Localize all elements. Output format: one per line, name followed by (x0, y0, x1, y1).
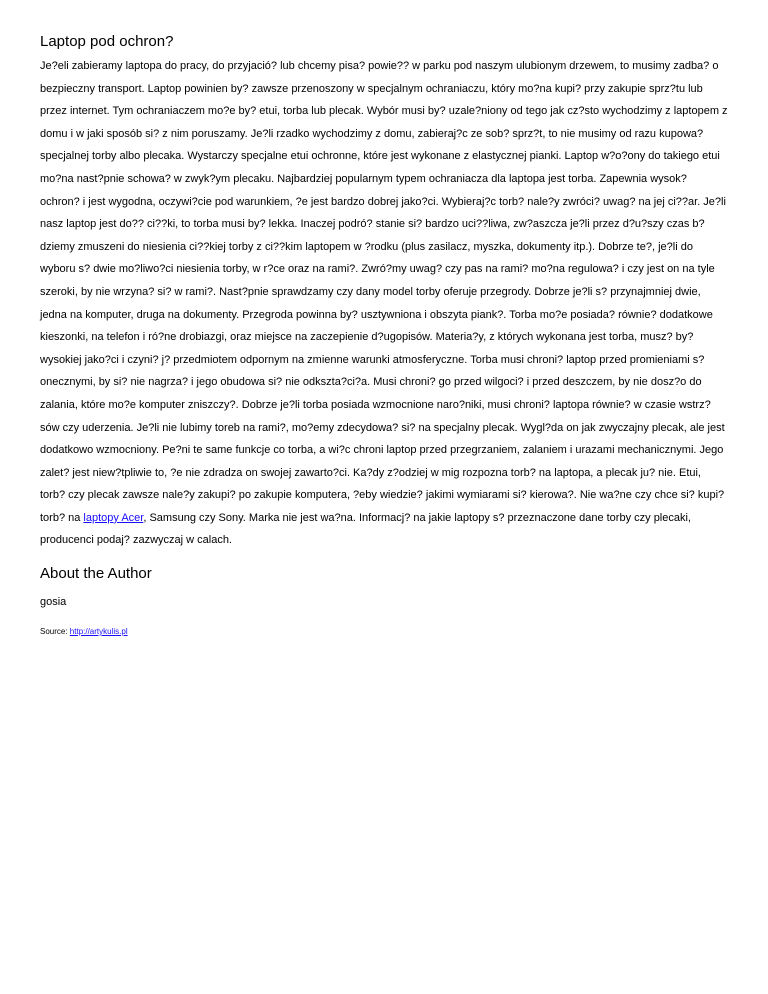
about-author-heading: About the Author (40, 565, 152, 583)
source-line (40, 626, 728, 638)
article-text-before-link: Je?eli zabieramy laptopa do pracy, do przyjació? lub chcemy pisa? powie?? w parku pod naszym ulubionym drzewem, to musimy zadba? o bezpieczny transport. Laptop powinien by? zawsze przenoszony w specjalnym ochraniaczu, który mo?na kupi? przy zakupie sprz?tu lub przez internet. Tym ochraniaczem mo?e by? etui, torba lub plecak. Wybór musi by? uzale?niony od tego jak cz?sto wychodzimy z laptopem z domu i w jaki sposób si? z nim poruszamy. Je?li rzadko wychodzimy z domu, zabieraj?c ze sob? sprz?t, to nie musimy od razu kupowa? specjalnej torby albo plecaka. Wystarczy specjalne etui ochronne, które jest wykonane z elastycznej pianki. Laptop w?o?ony do takiego etui mo?na nast?pnie schowa? w zwyk?ym plecaku. Najbardziej popularnym typem ochraniacza dla laptopa jest torba. Zapewnia wysok? ochron? i jest wygodna, oczywi?cie pod warunkiem, ?e jest bardzo dobrej jako?ci. Wybieraj?c torb? nale?y zwróci? uwag? na jej ci??ar. Je?li nasz laptop jest do?? ci??ki, to torba musi by? lekka. Inaczej podró? stanie si? bardzo uci??liwa, zw?aszcza je?li przez d?u?szy czas b?dziemy zmuszeni do niesienia ci??kiej torby z ci??kim laptopem w ?rodku (plus zasilacz, myszka, dokumenty itp.). Dobrze te?, je?li do wyboru s? dwie mo?liwo?ci niesienia torby, w r?ce oraz na rami?. Zwró?my uwag? czy pas na rami? mo?na regulowa? i czy jest on na tyle szeroki, by nie wrzyna? si? w rami?. Nast?pnie sprawdzamy czy dany model torby oferuje przegrody. Dobrze je?li s? przynajmniej dwie, jedna na komputer, druga na dokumenty. Przegroda powinna by? usztywniona i obszyta piank?. Torba mo?e posiada? równie? dodatkowe kieszonki, na telefon i ró?ne drobiazgi, oraz miejsce na zaczepienie d?ugopisów. Materia?y, z których wykonana jest torba, musz? by? wysokiej jako?ci i czyni? j? przedmiotem odpornym na zmienne warunki atmosferyczne. Torba musi chroni? laptop przed promieniami s?onecznymi, by si? nie nagrza? i jego obudowa si? nie odkszta?ci?a. Musi chroni? go przed wilgoci? i przed deszczem, by nie dosz?o do zalania, które mo?e komputer zniszczy?. Dobrze je?li torba posiada wzmocnione naro?niki, musi chroni? laptopa równie? w czasie wstrz?sów czy uderzenia. Je?li nie lubimy toreb na rami?, mo?emy zdecydowa? si? na specjalny plecak. Wygl?da on jak zwyczajny plecak, ale jest dodatkowo wzmocniony. Pe?ni te same funkcje co torba, a wi?c chroni laptop przed przegrzaniem, zalaniem i urazami mechanicznymi. Jego zalet? jest niew?tpliwie to, ?e nie zdradza on swojej zawarto?ci. Ka?dy z?odziej w mig rozpozna torb? na laptopa, a plecak ju? nie. Etui, torb? czy plecak zawsze nale?y zakupi? po zakupie komputera, ?eby wiedzie? jakimi wymiarami si? kierowa?. Nie wa?ne czy chce si? kupi? torb? na (40, 60, 728, 524)
laptopy-acer-link[interactable]: laptopy Acer (83, 511, 144, 524)
source-label: Source: (40, 627, 70, 637)
article-body (40, 55, 728, 552)
article-title: Laptop pod ochron? (40, 33, 174, 50)
author-name: gosia (40, 596, 67, 609)
article-text-after-link: , Samsung czy Sony. Marka nie jest wa?na. Informacj? na jakie laptopy s? przeznaczone dane torby czy plecaki, producenci podaj? zazwyczaj w calach. (40, 511, 691, 547)
source-link[interactable]: http://artykulis.pl (69, 627, 128, 637)
